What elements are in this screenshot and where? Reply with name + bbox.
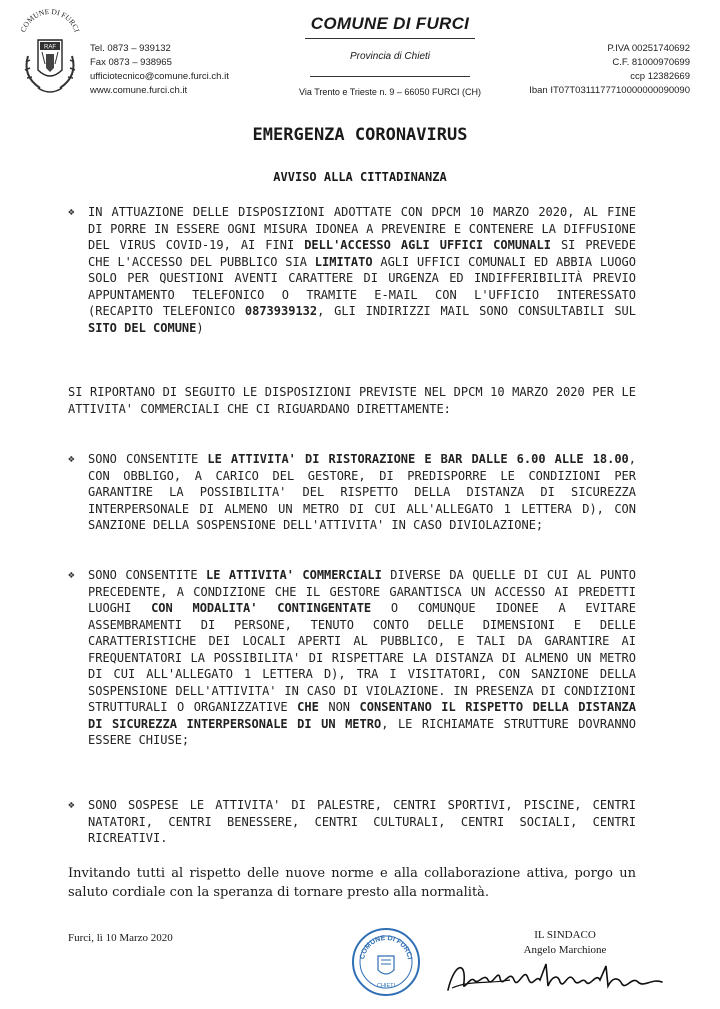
org-name: COMUNE DI FURCI xyxy=(310,14,470,33)
address: Via Trento e Trieste n. 9 – 66050 FURCI (CH) xyxy=(299,87,481,97)
svg-text:COMUNE DI FURCI: COMUNE DI FURCI xyxy=(359,934,413,960)
mayor-name: Angelo Marchione xyxy=(523,944,607,956)
website: www.comune.furci.ch.it xyxy=(90,85,188,96)
notice-bullet-restaurants xyxy=(68,451,636,534)
municipal-crest-logo xyxy=(16,6,84,102)
mayor-title: IL SINDACO xyxy=(534,929,596,941)
official-stamp xyxy=(350,926,422,998)
email: ufficiotecnico@comune.furci.ch.it xyxy=(90,71,229,82)
bullet-text: SONO CONSENTITE LE ATTIVITA' COMMERCIALI DIVERSE DA QUELLE DI CUI AL PUNTO PRECEDENTE, A CONDIZIONE CHE IL GESTORE GARANTISCA UN ACCESSO AI PREDETTI LUOGHI CON MODALITA' CONTINGENTATE O COMUNQUE IDONEE A EVITARE ASSEMBRAMENTI DI PERSONE, TENUTO CONTO DELLE DIMENSIONI E DELLE CARATTERISTICHE DEI LOCALI APERTI AL PUBBLICO, E TALI DA GARANTIRE AI FREQUENTATORI LA POSSIBILITA' DI RISPETTARE LA DISTANZA DI ALMENO UN METRO DI CUI ALL'ALLEGATO 1 LETTERA D), TRA I VISITATORI, CON SANZIONE DELLA SOSPENSIONE DELL'ATTIVITA' IN CASO DI VIOLAZIONE. IN PRESENZA DI CONDIZIONI STRUTTURALI O ORGANIZZATIVE CHE NON CONSENTANO IL RISPETTO DELLA DISTANZA DI SICUREZZA INTERPERSONALE DI UN METRO, LE RICHIAMATE STRUTTURE DOVRANNO ESSERE CHIUSE; xyxy=(88,568,637,747)
organization-block xyxy=(290,14,490,97)
letterhead xyxy=(0,0,720,110)
phone: Tel. 0873 – 939132 xyxy=(90,43,171,54)
tax-code: C.F. 81000970699 xyxy=(612,57,690,68)
date-line: Furci, lì 10 Marzo 2020 xyxy=(68,932,173,944)
divider xyxy=(305,38,475,39)
bullet-text: IN ATTUAZIONE DELLE DISPOSIZIONI ADOTTATE CON DPCM 10 MARZO 2020, AL FINE DI PORRE IN ESSERE OGNI MISURA IDONEA A PREVENIRE E CONTENERE LA DIFFUSIONE DEL VIRUS COVID-19, AI FINI DELL'ACCESSO AGLI UFFICI COMUNALI SI PREVEDE CHE L'ACCESSO DEL PUBBLICO SIA LIMITATO AGLI UFFICI COMUNALI ED ABBIA LUOGO SOLO PER QUESTIONI AVENTI CARATTERE DI URGENZA ED INDIFFERIBILITÀ PREVIO APPUNTAMENTO TELEFONICO O TRAMITE E-MAIL CON L'UFFICIO INTERESSATO (RECAPITO TELEFONICO 0873939132, GLI INDIRIZZI MAIL SONO CONSULTABILI SUL SITO DEL COMUNE) xyxy=(88,205,637,335)
handwritten-signature xyxy=(440,946,670,1006)
svg-text:RAF: RAF xyxy=(44,44,56,51)
notice-bullet-commercial xyxy=(68,567,636,749)
page-title: EMERGENZA CORONAVIRUS xyxy=(252,125,468,145)
notice-bullet-suspended xyxy=(68,797,636,847)
page-subtitle: AVVISO ALLA CITTADINANZA xyxy=(273,170,447,184)
iban: Iban IT07T0311177710000000090090 xyxy=(529,85,690,96)
vat-number: P.IVA 00251740692 xyxy=(607,43,690,54)
intro-paragraph: SI RIPORTANO DI SEGUITO LE DISPOSIZIONI PREVISTE NEL DPCM 10 MARZO 2020 PER LE ATTIVITA' COMMERCIALI CHE CI RIGUARDANO DIRETTAMENTE: xyxy=(68,385,636,416)
fiscal-info xyxy=(529,42,690,98)
svg-text:CHIETI: CHIETI xyxy=(376,983,396,989)
svg-text:COMUNE DI FURCI: COMUNE DI FURCI xyxy=(18,6,82,34)
bullet-text: SONO CONSENTITE LE ATTIVITA' DI RISTORAZIONE E BAR DALLE 6.00 ALLE 18.00, CON OBBLIGO, A CARICO DEL GESTORE, DI PREDISPORRE LE CONDIZIONI PER GARANTIRE LA POSSIBILITA' DEL RISPETTO DELLA DISTANZA DI SICUREZZA INTERPERSONALE DI ALMENO UN METRO DI CUI ALL'ALLEGATO 1 LETTERA D), CON SANZIONE DELLA SOSPENSIONE DELL'ATTIVITA' IN CASO DIVIOLAZIONE; xyxy=(88,452,637,532)
bullet-text: SONO SOSPESE LE ATTIVITA' DI PALESTRE, CENTRI SPORTIVI, PISCINE, CENTRI NATATORI, CENTRI BENESSERE, CENTRI CULTURALI, CENTRI SOCIALI, CENTRI RICREATIVI. xyxy=(88,798,636,845)
closing-paragraph: Invitando tutti al rispetto delle nuove norme e alla collaborazione attiva, porgo un saluto cordiale con la speranza di tornare presto alla normalità. xyxy=(68,866,636,900)
diamond-bullet-icon: ❖ xyxy=(68,452,75,465)
postal-account: ccp 12382669 xyxy=(630,71,690,82)
diamond-bullet-icon: ❖ xyxy=(68,798,75,811)
province: Provincia di Chieti xyxy=(349,51,431,62)
divider xyxy=(310,76,470,77)
contact-info xyxy=(90,42,229,98)
fax: Fax 0873 – 938965 xyxy=(90,57,172,68)
notice-bullet-office-access xyxy=(68,204,636,336)
diamond-bullet-icon: ❖ xyxy=(68,568,75,581)
diamond-bullet-icon: ❖ xyxy=(68,205,75,218)
